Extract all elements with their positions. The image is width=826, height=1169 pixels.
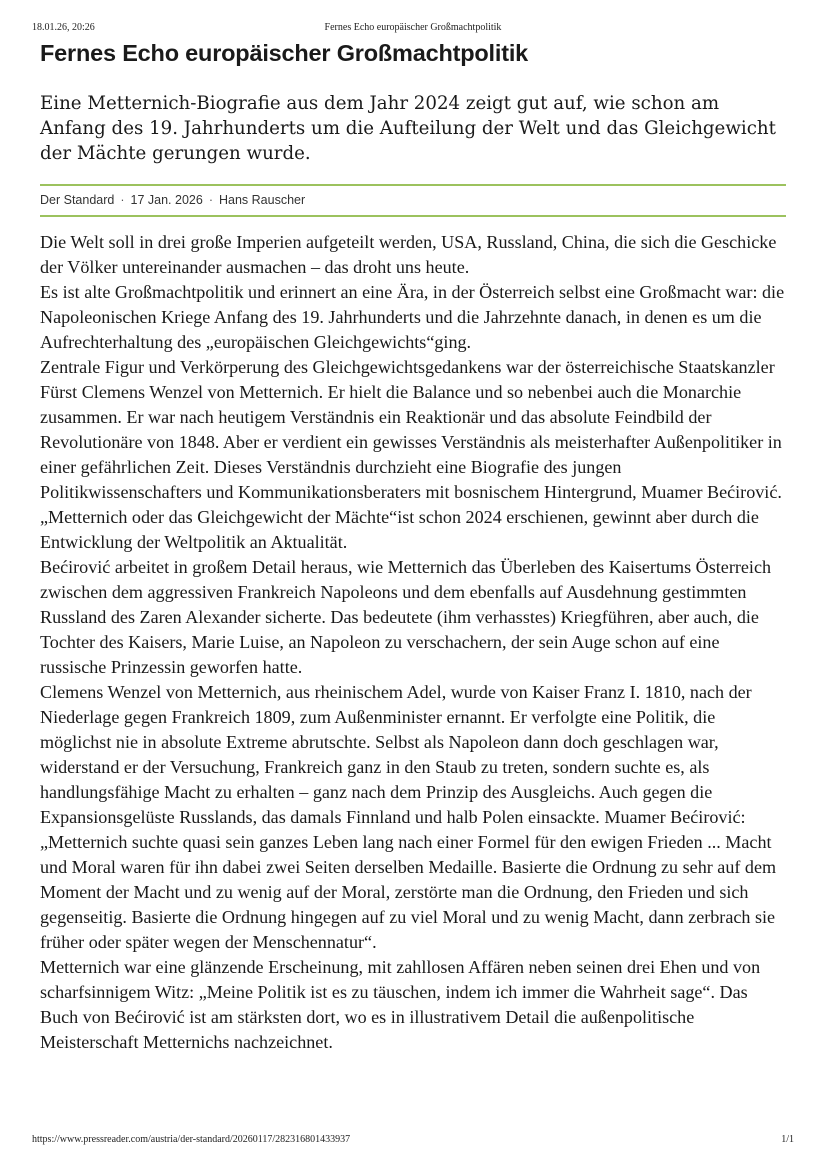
print-page-number: 1/1 <box>781 1134 794 1145</box>
print-datetime: 18.01.26, 20:26 <box>32 22 95 33</box>
meta-author: Hans Rauscher <box>219 193 306 207</box>
body-paragraph: Metternich war eine glänzende Erscheinung, mit zahllosen Affären neben seinen drei Ehen und von scharfsinnigem Witz: „Meine Politik ist es zu täuschen, indem ich immer die Wahrheit sage“. Das Buch von Bećirović ist am stärksten dort, wo es in illustrativem Detail die außenpolitische Meisterschaft Metternichs nachzeichnet. <box>40 957 761 1052</box>
meta-date: 17 Jan. 2026 <box>130 193 203 207</box>
article-lead: Eine Metternich-Biografie aus dem Jahr 2024 zeigt gut auf, wie schon am Anfang des 19. Jahrhunderts um die Aufteilung der Welt und das Gleichgewicht der Mächte gerungen wurde. <box>40 93 776 164</box>
body-paragraph: Clemens Wenzel von Metternich, aus rheinischem Adel, wurde von Kaiser Franz I. 1810, nach der Niederlage gegen Frankreich 1809, zum Außenminister ernannt. Er verfolgte eine Politik, die möglichst nie in absolute Extreme abrutschte. Selbst als Napoleon dann doch geschlagen war, widerstand er der Versuchung, Frankreich ganz in den Staub zu treten, sondern suchte es, als handlungsfähige Macht zu erhalten – ganz nach dem Prinzip des Ausgleichs. Auch gegen die Expansionsgelüste Russlands, das damals Finnland und halb Polen einsackte. Muamer Bećirović: „Metternich suchte quasi sein ganzes Leben lang nach einer Formel für den ewigen Frieden ... Macht und Moral waren für ihn dabei zwei Seiten derselben Medaille. Basierte die Ordnung zu sehr auf dem Moment der Macht und zu wenig auf der Moral, zerstörte man die Ordnung, den Frieden und sich gegenseitig. Basierte die Ordnung hingegen auf zu viel Moral und zu wenig Macht, dann zerbrach sie früher oder später wegen der Menschennatur“. <box>40 682 777 952</box>
print-footer <box>32 1134 794 1148</box>
print-source-url: https://www.pressreader.com/austria/der-standard/20260117/282316801433937 <box>32 1134 351 1145</box>
article-headline: Fernes Echo europäischer Großmachtpolitik <box>40 40 529 66</box>
meta-separator: · <box>208 193 213 207</box>
body-paragraph: Zentrale Figur und Verkörperung des Gleichgewichtsgedankens war der österreichische Staatskanzler Fürst Clemens Wenzel von Metternich. Er hielt die Balance und so nebenbei auch die Monarchie zusammen. Er war nach heutigem Verständnis ein Reaktionär und das absolute Feindbild der Revolutionäre von 1848. Aber er verdient ein gewisses Verständnis als meisterhafter Außenpolitiker in einer gefährlichen Zeit. Dieses Verständnis durchzieht eine Biografie des jungen Politikwissenschafters und Kommunikationsberaters mit bosnischem Hintergrund, Muamer Bećirović. „Metternich oder das Gleichgewicht der Mächte“ist schon 2024 erschienen, gewinnt aber durch die Entwicklung der Weltpolitik an Aktualität. <box>40 357 782 552</box>
print-header <box>32 22 794 36</box>
article-body <box>40 230 786 1055</box>
article-meta <box>40 186 786 215</box>
article <box>40 38 786 1055</box>
meta-separator: · <box>120 193 125 207</box>
meta-bottom-divider <box>40 215 786 217</box>
body-paragraph: Bećirović arbeitet in großem Detail heraus, wie Metternich das Überleben des Kaisertums Österreich zwischen dem aggressiven Frankreich Napoleons und dem ebenfalls auf Ausdehnung gestimmten Russland des Zaren Alexander sicherte. Das bedeutete (ihm verhasstes) Kriegführen, aber auch, die Tochter des Kaisers, Marie Luise, an Napoleon zu verschachern, der sein Auge schon auf eine russische Prinzessin geworfen hatte. <box>40 557 772 677</box>
body-paragraph: Die Welt soll in drei große Imperien aufgeteilt werden, USA, Russland, China, die sich die Geschicke der Völker untereinander ausmachen – das droht uns heute. <box>40 232 777 277</box>
meta-source: Der Standard <box>40 193 115 207</box>
body-paragraph: Es ist alte Großmachtpolitik und erinnert an eine Ära, in der Österreich selbst eine Großmacht war: die Napoleonischen Kriege Anfang des 19. Jahrhunderts und die Jahrzehnte danach, in denen es um die Aufrechterhaltung des „europäischen Gleichgewichts“ging. <box>40 282 785 352</box>
print-page-title: Fernes Echo europäischer Großmachtpolitik <box>324 22 502 33</box>
